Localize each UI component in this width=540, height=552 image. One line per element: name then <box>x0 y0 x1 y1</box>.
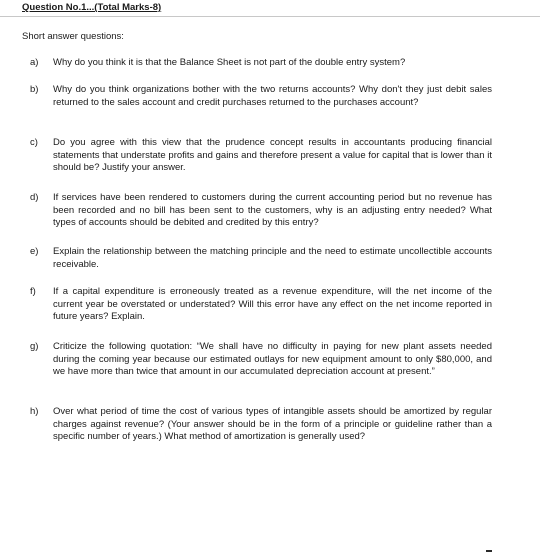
question-letter: c) <box>30 137 38 148</box>
question-heading: Question No.1...(Total Marks-8) <box>22 2 162 13</box>
question-item-d <box>30 192 492 230</box>
question-item-c <box>30 137 492 175</box>
question-item-e <box>30 246 492 271</box>
question-letter: a) <box>30 57 39 68</box>
question-item-h <box>30 406 492 444</box>
question-letter: g) <box>30 341 39 352</box>
question-item-f <box>30 286 492 324</box>
question-text: Criticize the following quotation: “We shall have no difficulty in paying for new plant assets needed during the coming year because our estimated outlays for new equipment amount to only $80,000, and we have more than twice that amount in our accumulated depreciation account at present.” <box>53 341 492 378</box>
question-letter: f) <box>30 286 36 297</box>
question-letter: e) <box>30 246 39 257</box>
question-text: If a capital expenditure is erroneously treated as a revenue expenditure, will the net income of the current year be overstated or understated? Will this error have any effect on the net income reported in future years? Explain. <box>53 286 492 323</box>
question-letter: b) <box>30 84 39 95</box>
question-item-b <box>30 84 492 109</box>
question-text: Why do you think it is that the Balance Sheet is not part of the double entry system? <box>53 57 406 68</box>
question-letter: d) <box>30 192 39 203</box>
question-letter: h) <box>30 406 39 417</box>
question-text: Why do you think organizations bother with the two returns accounts? Why don't they just debit sales returned to the sales account and credit purchases returned to the purchases account? <box>53 84 492 108</box>
question-text: Over what period of time the cost of various types of intangible assets should be amortized by regular charges against revenue? (Your answer should be in the form of a principle or guideline rather than a specific number of years.) What method of amortization is generally used? <box>53 406 492 443</box>
question-item-g <box>30 341 492 379</box>
question-item-a <box>30 57 492 70</box>
question-text: Do you agree with this view that the prudence concept results in accountants producing financial statements that understate profits and gains and therefore present a value for capital that is lower than it should be? Justify your answer. <box>53 137 492 174</box>
intro-text: Short answer questions: <box>22 31 124 42</box>
heading-divider <box>0 16 540 17</box>
question-text: Explain the relationship between the matching principle and the need to estimate uncollectible accounts receivable. <box>53 246 492 270</box>
question-text: If services have been rendered to customers during the current accounting period but no revenue has been recorded and no bill has been sent to the customers, why is an adjusting entry needed? What types of accounts should be debited and credited by this entry? <box>53 192 492 229</box>
